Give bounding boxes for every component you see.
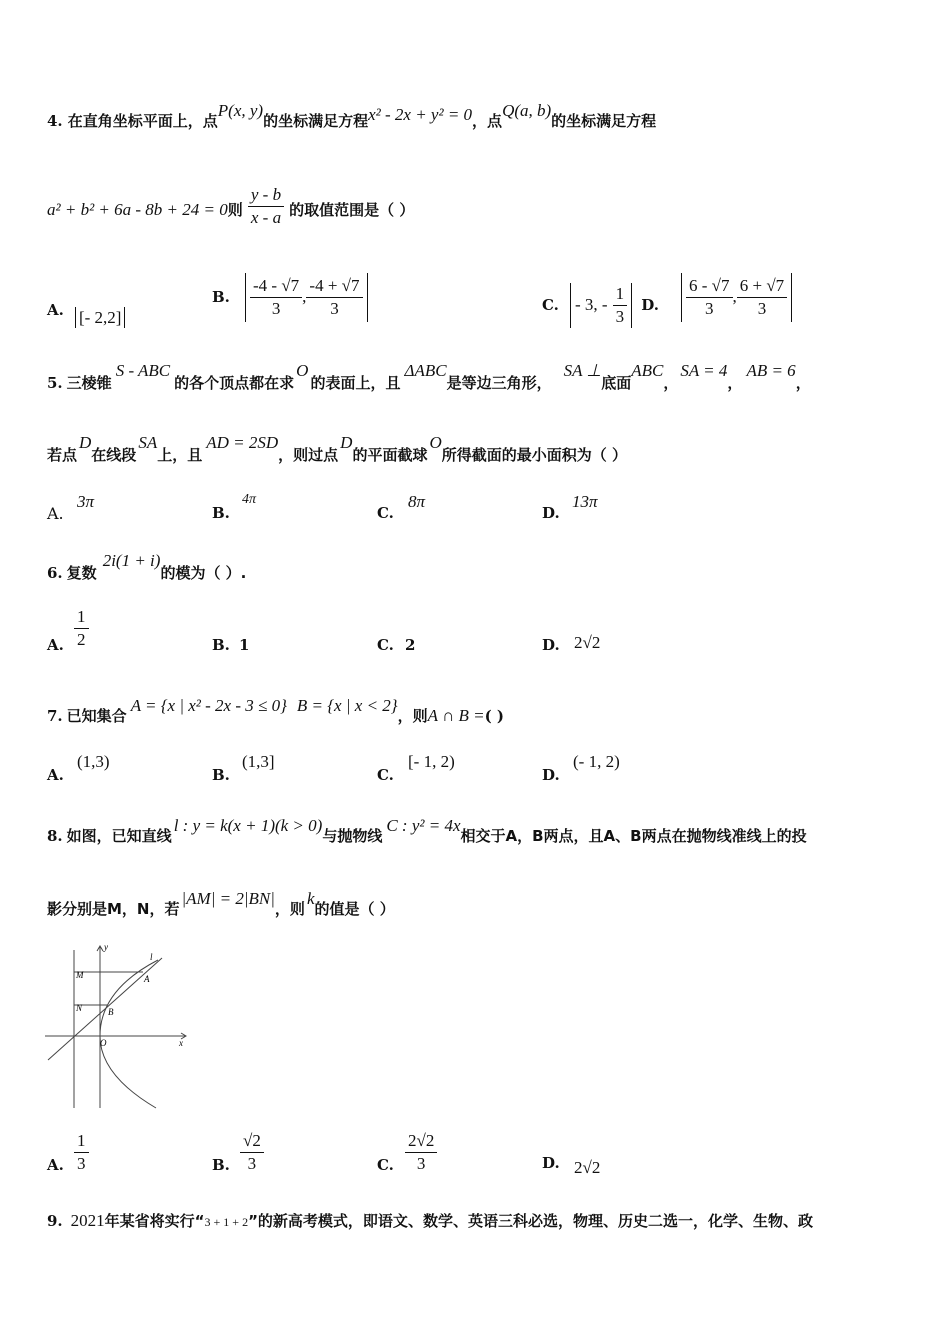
q8-option-a-num: 1	[74, 1130, 89, 1153]
q4-option-b-interval: $\frac{-4 - √7}{3}$ , $\frac{-4 + √7}{3}$	[245, 273, 368, 322]
q4-line1	[47, 101, 657, 131]
q6-expr: 2i(1 + i)	[102, 551, 161, 570]
q8-figure-label-n: N	[76, 1003, 83, 1013]
q7-set-b: B = {x | x < 2}	[296, 696, 398, 715]
q9-text-1: 年某省将实行“	[104, 1212, 205, 1230]
q7-text-3: ( )	[484, 707, 505, 725]
q5-o-2: O	[429, 433, 442, 452]
q7-text-1: 已知集合	[66, 707, 127, 725]
q4-option-d-right	[737, 275, 787, 320]
q5-expr-4: ABC	[631, 361, 664, 380]
q8-text-3: 相交于A，B两点，且A、B两点在抛物线准线上的投	[460, 827, 807, 845]
q8-text-4: 影分别是M，N，若	[47, 900, 180, 918]
q9-text-2: ”的新高考模式，即语文、数学、英语三科必选，物理、历史二选一，化学、生物、政	[248, 1212, 813, 1230]
q5-point-d-2: D	[340, 433, 353, 452]
q5-expr-7: AD = 2SD	[206, 433, 279, 452]
q5-text-5: 底面	[601, 374, 632, 392]
q8-figure-label-o: O	[100, 1038, 107, 1048]
q4-option-d-right-num: 6 + √7	[737, 275, 787, 298]
q7-option-b-label: B.	[212, 766, 230, 784]
q9-expr: 3 + 1 + 2	[204, 1215, 249, 1229]
q8-line2	[47, 888, 395, 918]
q4-option-d-right-den: 3	[757, 299, 767, 318]
q4-text-2: 的坐标满足方程	[263, 112, 369, 130]
q4-option-b-left-den: 3	[271, 299, 281, 318]
q4-option-d-left	[686, 275, 733, 320]
q8-k: k	[306, 889, 315, 908]
q6-option-a-den: 2	[77, 630, 86, 649]
q5-text-8: 上，且	[157, 446, 203, 464]
q4-option-c-interval	[570, 283, 632, 328]
q5-option-a[interactable]: 3π	[77, 492, 95, 511]
q5-text-7: 在线段	[91, 446, 137, 464]
q5-text-2: 的各个顶点都在求	[174, 374, 295, 392]
q8-line-l: l : y = k(x + 1)(k > 0)	[173, 816, 323, 835]
q6-option-c-label: C.	[377, 636, 394, 654]
q5-o: O	[296, 361, 309, 380]
q8-option-d-label: D.	[542, 1154, 560, 1172]
q6-option-b[interactable]: 1	[239, 636, 250, 654]
q8-parabola: C : y² = 4x	[386, 816, 461, 835]
q5-expr-5: SA = 4	[680, 361, 728, 380]
q8-option-c-label: C.	[377, 1156, 394, 1174]
q4-option-b-right-num: -4 + √7	[306, 275, 362, 298]
q5-text-6: 若点	[47, 446, 78, 464]
q7-option-b[interactable]: (1,3]	[242, 752, 275, 771]
q8-option-b-label: B.	[212, 1156, 230, 1174]
q4-option-c[interactable]	[542, 283, 659, 328]
q8-figure	[40, 940, 200, 1112]
q4-option-b[interactable]	[212, 273, 368, 322]
q5-option-c-label: C.	[377, 504, 394, 522]
q8-option-a[interactable]	[74, 1130, 89, 1175]
q5-text-4: 是等边三角形，	[446, 374, 552, 392]
q7-number: 7.	[47, 707, 63, 725]
q4-fraction-denominator: x - a	[250, 208, 282, 227]
q8-number: 8.	[47, 827, 63, 845]
q4-option-a[interactable]	[47, 300, 125, 327]
q8-option-c[interactable]	[405, 1130, 437, 1175]
q8-option-a-den: 3	[77, 1154, 86, 1173]
q5-segment-sa: SA	[138, 433, 158, 452]
q4-line2	[47, 185, 415, 233]
q8-option-c-den: 3	[416, 1154, 426, 1173]
q5-comma-1: ，	[663, 374, 679, 392]
q6-option-b-label: B.	[212, 636, 230, 654]
q8-figure-label-y: y	[104, 942, 108, 952]
q8-figure-label-b: B	[108, 1007, 114, 1017]
q7-expr: A ∩ B =	[427, 706, 485, 725]
q6-option-a[interactable]	[74, 606, 89, 651]
q5-text-11: 所得截面的最小面积为（ ）	[441, 446, 627, 464]
q4-text-3: ，点	[472, 112, 503, 130]
q5-expr-6: AB = 6	[746, 361, 796, 380]
q7-option-a-label: A.	[47, 766, 64, 784]
q4-equation-1: x² - 2x + y² = 0	[368, 105, 473, 124]
q9-year: 2021	[70, 1211, 105, 1230]
q5-number: 5.	[47, 374, 63, 392]
q5-text-9: ，则过点	[278, 446, 339, 464]
q5-expr-3: SA ⊥	[563, 361, 602, 380]
q5-expr-2: ΔABC	[404, 361, 447, 380]
q7-option-c[interactable]: [- 1, 2)	[408, 752, 455, 771]
question-9	[47, 1210, 813, 1231]
q9-number: 9.	[47, 1212, 63, 1230]
q5-line2	[47, 432, 627, 464]
q8-line1	[47, 815, 807, 845]
q4-number: 4.	[47, 112, 63, 130]
q4-option-b-left	[250, 275, 302, 320]
q8-text-5: ，则	[274, 900, 305, 918]
q6-option-c[interactable]: 2	[405, 636, 416, 654]
q6-text-1: 复数	[66, 564, 97, 582]
q7-line1	[47, 695, 505, 725]
q8-text-6: 的值是（ ）	[314, 900, 395, 918]
q4-option-d-interval: $\frac{6 - √7}{3}$ , $\frac{6 + √7}{3}$	[681, 273, 792, 322]
q6-line1	[47, 550, 247, 582]
q8-figure-label-m: M	[76, 970, 84, 980]
q7-set-a: A = {x | x² - 2x - 3 ≤ 0}	[130, 696, 287, 715]
q5-comma-3: ，	[795, 374, 811, 392]
q8-text-2: 与抛物线	[322, 827, 383, 845]
q5-text-3: 的表面上，且	[310, 374, 401, 392]
q7-text-2: ，则	[397, 707, 428, 725]
q5-option-b-label: B.	[212, 504, 230, 522]
q4-option-c-left: - 3, -	[575, 295, 608, 314]
q4-option-c-label: C.	[542, 296, 559, 314]
q6-option-a-label: A.	[47, 636, 64, 654]
q4-option-d-label: D.	[641, 296, 659, 314]
q4-equation-2: a² + b² + 6a - 8b + 24 = 0	[47, 200, 228, 219]
q6-option-d[interactable]: 2√2	[574, 633, 601, 652]
q6-text-2: 的模为（ ）.	[160, 564, 247, 582]
q8-option-a-label: A.	[47, 1156, 64, 1174]
q4-option-d[interactable]	[681, 273, 792, 322]
q8-condition: |AM| = 2|BN|	[181, 889, 275, 908]
q4-fraction-numerator: y - b	[248, 184, 284, 207]
q5-text-1: 三棱锥	[66, 374, 112, 392]
q8-option-b[interactable]	[240, 1130, 264, 1175]
q4-point-p: P(x, y)	[217, 101, 264, 120]
q4-text-6: 的取值范围是（ ）	[289, 201, 415, 219]
q4-option-b-left-num: -4 - √7	[250, 275, 302, 298]
q8-figure-label-a: A	[144, 974, 150, 984]
q8-text-1: 如图，已知直线	[66, 827, 172, 845]
q4-option-a-label: A.	[47, 301, 64, 319]
q8-figure-label-l: l	[150, 952, 153, 962]
q7-option-c-label: C.	[377, 766, 394, 784]
q5-option-d[interactable]: 13π	[572, 492, 598, 511]
q7-option-a[interactable]: (1,3)	[77, 752, 110, 771]
q4-text-5: 则	[227, 201, 243, 219]
q4-option-a-value: [- 2,2]	[75, 307, 125, 328]
q6-option-a-num: 1	[74, 606, 89, 629]
q4-option-c-frac	[613, 283, 628, 328]
q7-option-d[interactable]: (- 1, 2)	[573, 752, 620, 771]
q5-comma-2: ，	[727, 374, 743, 392]
q4-option-b-right	[306, 275, 362, 320]
q4-option-c-num: 1	[613, 283, 628, 306]
q5-text-10: 的平面截球	[352, 446, 428, 464]
q6-number: 6.	[47, 564, 63, 582]
q8-option-d[interactable]: 2√2	[574, 1158, 601, 1177]
q5-option-c[interactable]: 8π	[408, 492, 426, 511]
q4-fraction	[248, 184, 284, 229]
q8-option-c-num: 2√2	[405, 1130, 437, 1153]
q4-option-d-left-den: 3	[705, 299, 714, 318]
q6-option-d-label: D.	[542, 636, 560, 654]
q5-expr-1: S - ABC	[115, 361, 171, 380]
q4-text-4: 的坐标满足方程	[551, 112, 657, 130]
q4-option-d-left-num: 6 - √7	[686, 275, 733, 298]
q4-point-q: Q(a, b)	[502, 101, 552, 120]
q5-option-a-label: A.	[47, 504, 64, 523]
q8-option-b-num: √2	[240, 1130, 264, 1153]
q5-option-b[interactable]: 4π	[242, 492, 257, 507]
q4-option-c-den: 3	[615, 307, 625, 326]
q8-figure-label-x: x	[179, 1038, 183, 1048]
q5-point-d: D	[79, 433, 92, 452]
q4-option-b-label: B.	[212, 288, 230, 306]
q4-text-1: 在直角坐标平面上，点	[67, 112, 218, 130]
q4-option-b-right-den: 3	[330, 299, 339, 318]
q5-line1	[47, 360, 811, 392]
q8-option-b-den: 3	[247, 1154, 257, 1173]
q5-option-d-label: D.	[542, 504, 560, 522]
q7-option-d-label: D.	[542, 766, 560, 784]
